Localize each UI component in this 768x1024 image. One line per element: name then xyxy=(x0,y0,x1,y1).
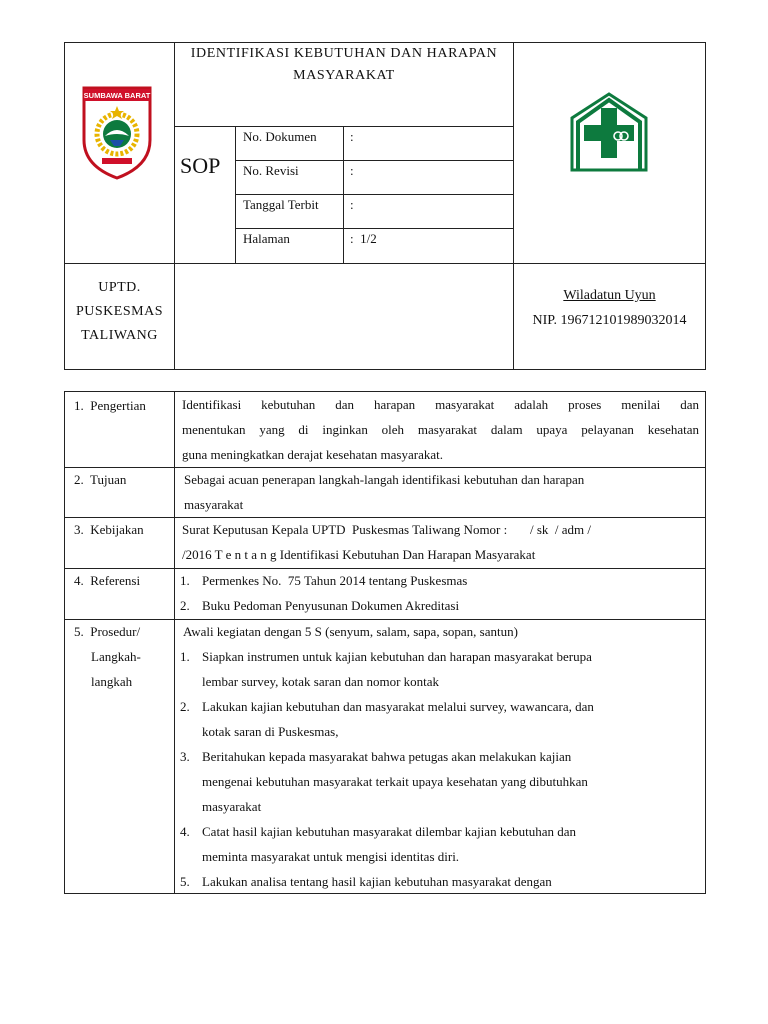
section-body-referensi xyxy=(180,568,700,618)
section-label-pengertian: 1. Pengertian xyxy=(74,398,146,413)
section-label-referensi: 4. Referensi xyxy=(74,573,141,588)
referensi-item xyxy=(180,568,700,593)
document-title xyxy=(175,43,513,87)
prosedur-step xyxy=(180,819,702,869)
kebijakan-line-1: Surat Keputusan Kepala UPTD Puskesmas Taliwang Nomor : / sk / adm / xyxy=(182,522,592,537)
field-label-dokumen: No. Dokumen xyxy=(243,129,317,144)
prosedur-step-line: kotak saran di Puskesmas, xyxy=(202,724,339,739)
field-value-tanggal: : xyxy=(350,197,354,212)
signer-name: Wiladatun Uyun xyxy=(563,288,656,303)
pengertian-line-2: menentukan yang di inginkan oleh masyarakat dalam upaya pelayanan kesehatan xyxy=(182,422,699,437)
signer-nip: NIP. 196712101989032014 xyxy=(532,313,687,328)
prosedur-step xyxy=(180,869,702,894)
section-body-prosedur xyxy=(180,619,702,894)
tujuan-line-1: Sebagai acuan penerapan langkah-langah identifikasi kebutuhan dan harapan xyxy=(184,472,585,487)
prosedur-label-line-3: langkah xyxy=(91,674,133,689)
section-label-kebijakan: 3. Kebijakan xyxy=(74,522,144,537)
prosedur-step-number: 3. xyxy=(180,749,190,764)
sumbawa-barat-logo xyxy=(80,84,154,180)
field-value-dokumen: : xyxy=(350,129,354,144)
prosedur-label-line-1: 5. Prosedur/ xyxy=(74,624,141,639)
referensi-item-number: 2. xyxy=(180,598,190,613)
field-label-tanggal: Tanggal Terbit xyxy=(243,197,319,212)
section-body-pengertian xyxy=(182,392,699,467)
prosedur-step-number: 2. xyxy=(180,699,190,714)
tujuan-line-2: masyarakat xyxy=(184,497,244,512)
prosedur-step-line: Beritahukan kepada masyarakat bahwa petugas akan melakukan kajian xyxy=(202,749,572,764)
pengertian-line-1: Identifikasi kebutuhan dan harapan masyarakat adalah proses menilai dan xyxy=(182,397,699,412)
regency-crest-icon xyxy=(80,84,154,180)
prosedur-step xyxy=(180,744,702,819)
org-line-1: UPTD. xyxy=(98,280,141,295)
referensi-item-text: Buku Pedoman Penyusunan Dokumen Akreditasi xyxy=(202,598,460,613)
prosedur-step-number: 5. xyxy=(180,874,190,889)
section-label-prosedur xyxy=(74,619,141,694)
prosedur-intro: Awali kegiatan dengan 5 S (senyum, salam, sapa, sopan, santun) xyxy=(183,624,518,639)
pengertian-line-3: guna meningkatkan derajat kesehatan masyarakat. xyxy=(182,447,443,462)
prosedur-step-line: Lakukan kajian kebutuhan dan masyarakat melalui survey, wawancara, dan xyxy=(202,699,594,714)
prosedur-step xyxy=(180,694,702,744)
prosedur-step xyxy=(180,644,702,694)
org-line-2: PUSKESMAS xyxy=(76,304,163,319)
prosedur-step-line: masyarakat xyxy=(202,799,262,814)
sop-label: SOP xyxy=(180,153,221,178)
prosedur-step-line: meminta masyarakat untuk mengisi identitas diri. xyxy=(202,849,460,864)
title-line-1: IDENTIFIKASI KEBUTUHAN DAN HARAPAN xyxy=(190,46,498,61)
puskesmas-logo xyxy=(570,92,648,172)
section-label-tujuan: 2. Tujuan xyxy=(74,472,127,487)
prosedur-step-line: Lakukan analisa tentang hasil kajian kebutuhan masyarakat dengan xyxy=(202,874,552,889)
section-body-tujuan xyxy=(184,467,701,517)
prosedur-step-line: Catat hasil kajian kebutuhan masyarakat dilembar kajian kebutuhan dan xyxy=(202,824,576,839)
prosedur-step-line: mengenai kebutuhan masyarakat terkait upaya kesehatan yang dibutuhkan xyxy=(202,774,588,789)
prosedur-step-line: lembar survey, kotak saran dan nomor kontak xyxy=(202,674,440,689)
prosedur-step-number: 1. xyxy=(180,649,190,664)
health-cross-icon xyxy=(570,92,648,172)
field-value-revisi: : xyxy=(350,163,354,178)
org-line-3: TALIWANG xyxy=(81,328,158,343)
section-body-kebijakan xyxy=(182,517,699,567)
referensi-item-text: Permenkes No. 75 Tahun 2014 tentang Puskesmas xyxy=(202,573,468,588)
logo-banner-text: SUMBAWA BARAT xyxy=(83,91,151,100)
prosedur-label-line-2: Langkah- xyxy=(91,649,141,664)
field-label-halaman: Halaman xyxy=(243,231,290,246)
prosedur-step-line: Siapkan instrumen untuk kajian kebutuhan dan harapan masyarakat berupa xyxy=(202,649,592,664)
field-value-halaman: : 1/2 xyxy=(350,231,377,246)
prosedur-step-number: 4. xyxy=(180,824,190,839)
referensi-item xyxy=(180,593,700,618)
org-name xyxy=(65,276,174,348)
kebijakan-line-2: /2016 T e n t a n g Identifikasi Kebutuhan Dan Harapan Masyarakat xyxy=(182,547,536,562)
field-label-revisi: No. Revisi xyxy=(243,163,299,178)
referensi-item-number: 1. xyxy=(180,573,190,588)
title-line-2: MASYARAKAT xyxy=(293,68,395,83)
